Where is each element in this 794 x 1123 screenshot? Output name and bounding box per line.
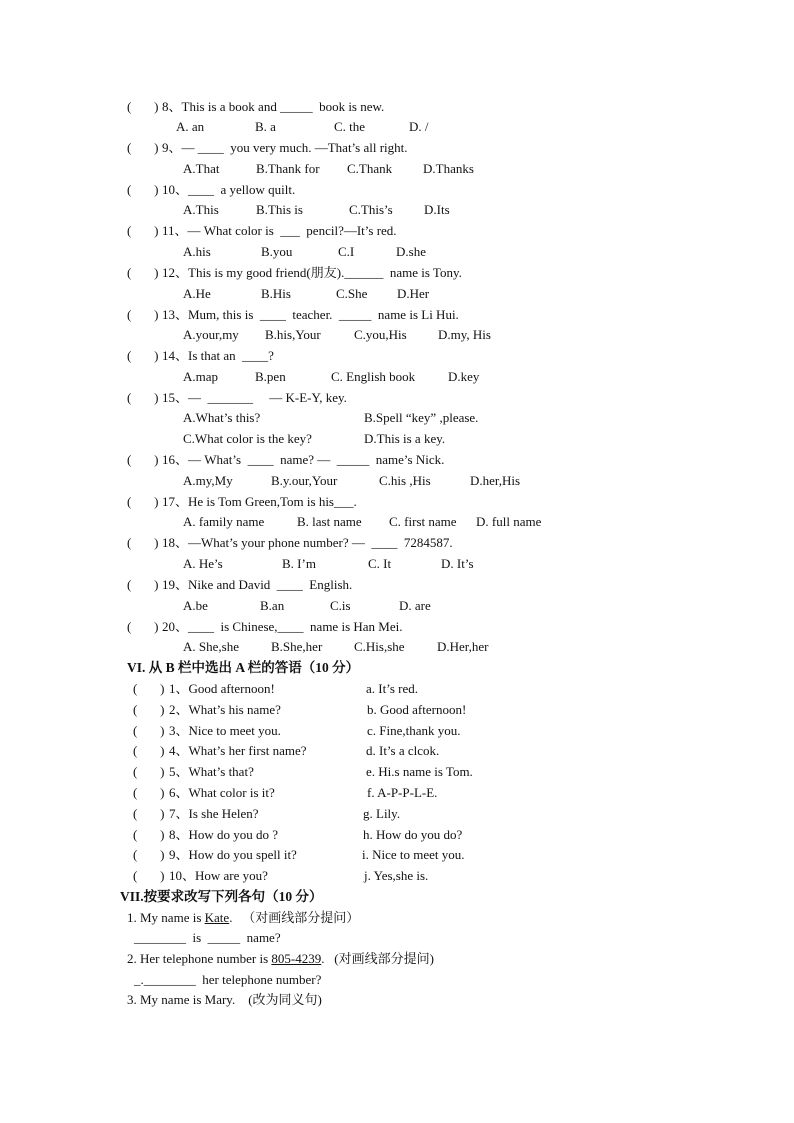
rewrite-answer-line-1: ________ is _____ name? xyxy=(134,930,281,945)
option-c: C.you,His xyxy=(354,327,407,342)
question-text: 9、— ____ you very much. —That’s all right. xyxy=(162,140,408,155)
option-d: D.key xyxy=(448,369,480,384)
question-text: 8、This is a book and _____ book is new. xyxy=(162,99,385,114)
matching-question: 3、Nice to meet you. xyxy=(169,723,281,738)
answer-bracket: ( ) xyxy=(127,494,159,509)
option-d: D.my, His xyxy=(438,327,491,342)
answer-bracket: ( ) xyxy=(127,535,159,550)
question-text: 19、Nike and David ____ English. xyxy=(162,577,353,592)
option-d: D.This is a key. xyxy=(364,431,446,446)
option-a: A.What’s this? xyxy=(183,410,261,425)
matching-answer: g. Lily. xyxy=(363,806,401,821)
answer-bracket: ( ) xyxy=(133,681,165,696)
answer-bracket: ( ) xyxy=(127,307,159,322)
question-text: 10、____ a yellow quilt. xyxy=(162,182,296,197)
matching-question: 4、What’s her first name? xyxy=(169,743,307,758)
option-b: B.you xyxy=(261,244,293,259)
question-text: 14、Is that an ____? xyxy=(162,348,274,363)
option-a: A.That xyxy=(183,161,220,176)
option-c: C.She xyxy=(336,286,368,301)
answer-bracket: ( ) xyxy=(127,99,159,114)
option-c: C. first name xyxy=(389,514,457,529)
option-a: A. He’s xyxy=(183,556,223,571)
matching-question: 8、How do you do ? xyxy=(169,827,279,842)
option-a: A. family name xyxy=(183,514,265,529)
matching-answer: e. Hi.s name is Tom. xyxy=(366,764,473,779)
matching-answer: a. It’s red. xyxy=(366,681,418,696)
matching-question: 2、What’s his name? xyxy=(169,702,281,717)
answer-bracket: ( ) xyxy=(127,452,159,467)
option-d: D.she xyxy=(396,244,426,259)
option-d: D. are xyxy=(399,598,431,613)
answer-bracket: ( ) xyxy=(127,577,159,592)
answer-bracket: ( ) xyxy=(133,764,165,779)
answer-bracket: ( ) xyxy=(133,702,165,717)
option-a: A.my,My xyxy=(183,473,233,488)
rewrite-text: 2. Her telephone number is xyxy=(127,951,272,966)
answer-bracket: ( ) xyxy=(133,723,165,738)
question-text: 11、— What color is ___ pencil?—It’s red. xyxy=(162,223,397,238)
option-d: D. full name xyxy=(476,514,542,529)
rewrite-instruction: . （对画线部分提问） xyxy=(229,910,360,925)
answer-bracket: ( ) xyxy=(127,619,159,634)
option-c: C.This’s xyxy=(349,202,393,217)
question-text: 20、____ is Chinese,____ name is Han Mei. xyxy=(162,619,403,634)
matching-question: 7、Is she Helen? xyxy=(169,806,259,821)
answer-bracket: ( ) xyxy=(133,827,165,842)
option-b: B.Thank for xyxy=(256,161,320,176)
answer-bracket: ( ) xyxy=(127,140,159,155)
answer-bracket: ( ) xyxy=(127,223,159,238)
option-d: D. / xyxy=(409,119,429,134)
option-a: A. an xyxy=(176,119,205,134)
option-b: B.pen xyxy=(255,369,286,384)
rewrite-item-1 xyxy=(127,910,359,926)
question-text: 18、—What’s your phone number? — ____ 7284587. xyxy=(162,535,453,550)
matching-answer: d. It’s a clcok. xyxy=(366,743,440,758)
rewrite-item-2 xyxy=(127,951,434,967)
question-text: 15、— _______ — K-E-Y, key. xyxy=(162,390,347,405)
section-6-title: VI. 从 B 栏中选出 A 栏的答语（10 分） xyxy=(127,660,360,675)
option-c: C. the xyxy=(334,119,366,134)
answer-bracket: ( ) xyxy=(133,785,165,800)
option-a: A.This xyxy=(183,202,219,217)
option-a: A.be xyxy=(183,598,208,613)
option-b: B. I’m xyxy=(282,556,316,571)
underlined-word: 805-4239 xyxy=(271,951,322,966)
answer-bracket: ( ) xyxy=(133,847,165,862)
matching-answer: b. Good afternoon! xyxy=(367,702,467,717)
option-c: C. English book xyxy=(331,369,416,384)
matching-answer: h. How do you do? xyxy=(363,827,463,842)
section-7-title: VII.按要求改写下列各句（10 分） xyxy=(120,889,323,904)
option-b: B. a xyxy=(255,119,276,134)
matching-question: 9、How do you spell it? xyxy=(169,847,297,862)
answer-bracket: ( ) xyxy=(127,348,159,363)
option-b: B.y.our,Your xyxy=(271,473,338,488)
answer-bracket: ( ) xyxy=(133,868,165,883)
option-b: B.His xyxy=(261,286,291,301)
question-text: 13、Mum, this is ____ teacher. _____ name is Li Hui. xyxy=(162,307,459,322)
option-b: B. last name xyxy=(297,514,362,529)
option-b: B.Spell “key” ,please. xyxy=(364,410,479,425)
matching-answer: i. Nice to meet you. xyxy=(362,847,465,862)
matching-question: 5、What’s that? xyxy=(169,764,254,779)
answer-bracket: ( ) xyxy=(133,743,165,758)
option-c: C.his ,His xyxy=(379,473,431,488)
answer-bracket: ( ) xyxy=(127,390,159,405)
rewrite-text: 1. My name is xyxy=(127,910,205,925)
question-text: 12、This is my good friend(朋友).______ name is Tony. xyxy=(162,265,462,280)
option-b: B.This is xyxy=(256,202,303,217)
option-c: C.What color is the key? xyxy=(183,431,312,446)
matching-question: 1、Good afternoon! xyxy=(169,681,275,696)
option-b: B.She,her xyxy=(271,639,323,654)
question-text: 16、— What’s ____ name? — _____ name’s Nick. xyxy=(162,452,445,467)
option-c: C. It xyxy=(368,556,392,571)
rewrite-item-3: 3. My name is Mary. (改为同义句) xyxy=(127,992,322,1007)
option-a: A.his xyxy=(183,244,211,259)
option-c: C.Thank xyxy=(347,161,393,176)
option-c: C.is xyxy=(330,598,351,613)
option-d: D.Thanks xyxy=(423,161,474,176)
underlined-word: Kate xyxy=(204,910,230,925)
matching-answer: c. Fine,thank you. xyxy=(367,723,461,738)
option-a: A. She,she xyxy=(183,639,239,654)
answer-bracket: ( ) xyxy=(127,265,159,280)
rewrite-answer-line-2: _.________ her telephone number? xyxy=(134,972,322,987)
option-b: B.an xyxy=(260,598,285,613)
option-b: B.his,Your xyxy=(265,327,321,342)
option-d: D.Her,her xyxy=(437,639,489,654)
option-d: D.her,His xyxy=(470,473,521,488)
matching-answer: j. Yes,she is. xyxy=(364,868,429,883)
matching-question: 10、How are you? xyxy=(169,868,268,883)
option-a: A.map xyxy=(183,369,219,384)
matching-question: 6、What color is it? xyxy=(169,785,275,800)
option-d: D.Her xyxy=(397,286,430,301)
option-a: A.your,my xyxy=(183,327,239,342)
matching-answer: f. A-P-P-L-E. xyxy=(367,785,438,800)
question-text: 17、He is Tom Green,Tom is his___. xyxy=(162,494,357,509)
option-d: D. It’s xyxy=(441,556,474,571)
answer-bracket: ( ) xyxy=(133,806,165,821)
rewrite-instruction: . (对画线部分提问) xyxy=(321,951,434,966)
option-c: C.I xyxy=(338,244,355,259)
option-a: A.He xyxy=(183,286,211,301)
answer-bracket: ( ) xyxy=(127,182,159,197)
option-d: D.Its xyxy=(424,202,450,217)
option-c: C.His,she xyxy=(354,639,405,654)
